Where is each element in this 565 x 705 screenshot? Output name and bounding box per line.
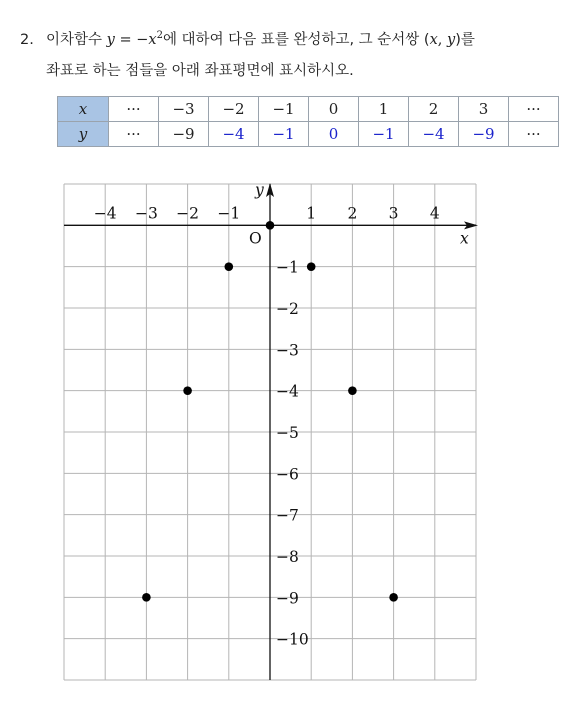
y-cell-answer: −4	[409, 122, 459, 147]
x-tick-label: −1	[217, 204, 241, 223]
y-cell-answer: −9	[459, 122, 509, 147]
y-tick-label: −7	[276, 506, 299, 525]
y-tick-label: −2	[276, 300, 299, 318]
x-tick-label: 2	[347, 204, 358, 223]
data-point	[142, 593, 151, 602]
function-equals: = −	[114, 32, 149, 48]
y-header: y	[58, 122, 109, 147]
function-y: y	[106, 32, 115, 48]
x-cell: 3	[459, 97, 509, 122]
x-cell: 2	[409, 97, 459, 122]
x-tick-label: −3	[134, 204, 158, 223]
x-cell: ···	[509, 97, 559, 122]
y-tick-label: −6	[276, 465, 299, 484]
data-point	[307, 262, 316, 271]
y-cell-answer: −1	[359, 122, 409, 147]
pair-separator: ,	[437, 32, 447, 48]
x-tick-label: −4	[93, 204, 117, 223]
data-point	[225, 262, 234, 271]
data-point	[266, 221, 275, 230]
function-x: x	[148, 32, 157, 48]
y-cell: ···	[509, 122, 559, 147]
data-point	[183, 386, 192, 395]
pair-y: y	[446, 32, 456, 48]
x-axis-label: x	[460, 229, 469, 248]
y-tick-label: −3	[276, 341, 299, 360]
x-tick-label: 3	[388, 204, 399, 223]
y-cell-answer: 0	[309, 122, 359, 147]
problem-line-2: 좌표로 하는 점들을 아래 좌표평면에 표시하시오.	[46, 63, 354, 79]
origin-label: O	[249, 229, 262, 248]
y-tick-label: −1	[276, 258, 299, 277]
y-axis-label: y	[255, 181, 264, 199]
problem-number: 2.	[20, 32, 34, 48]
pair-x: x	[429, 32, 438, 48]
y-tick-label: −9	[276, 589, 299, 608]
x-cell: −2	[209, 97, 259, 122]
x-cell: 1	[359, 97, 409, 122]
y-cell-answer: −1	[259, 122, 309, 147]
x-tick-label: −2	[176, 204, 200, 223]
problem-text-a: 이차함수	[46, 32, 107, 48]
function-exponent: 2	[156, 30, 163, 42]
data-point	[348, 386, 357, 395]
problem-text-b: 에 대하여 다음 표를 완성하고, 그 순서쌍 (	[162, 32, 430, 48]
x-cell: ···	[109, 97, 159, 122]
y-tick-label: −10	[276, 630, 309, 649]
problem-text-c: )를	[455, 32, 475, 48]
x-header: x	[58, 97, 109, 122]
x-tick-label: 4	[429, 204, 440, 223]
x-cell: 0	[309, 97, 359, 122]
data-point	[389, 593, 398, 602]
y-tick-label: −8	[276, 548, 299, 566]
y-cell-answer: −4	[209, 122, 259, 147]
y-cell: −9	[159, 122, 209, 147]
x-cell: −1	[259, 97, 309, 122]
y-tick-label: −5	[276, 424, 299, 442]
y-tick-label: −4	[276, 382, 299, 401]
y-cell: ···	[109, 122, 159, 147]
x-tick-label: 1	[306, 204, 317, 223]
x-cell: −3	[159, 97, 209, 122]
